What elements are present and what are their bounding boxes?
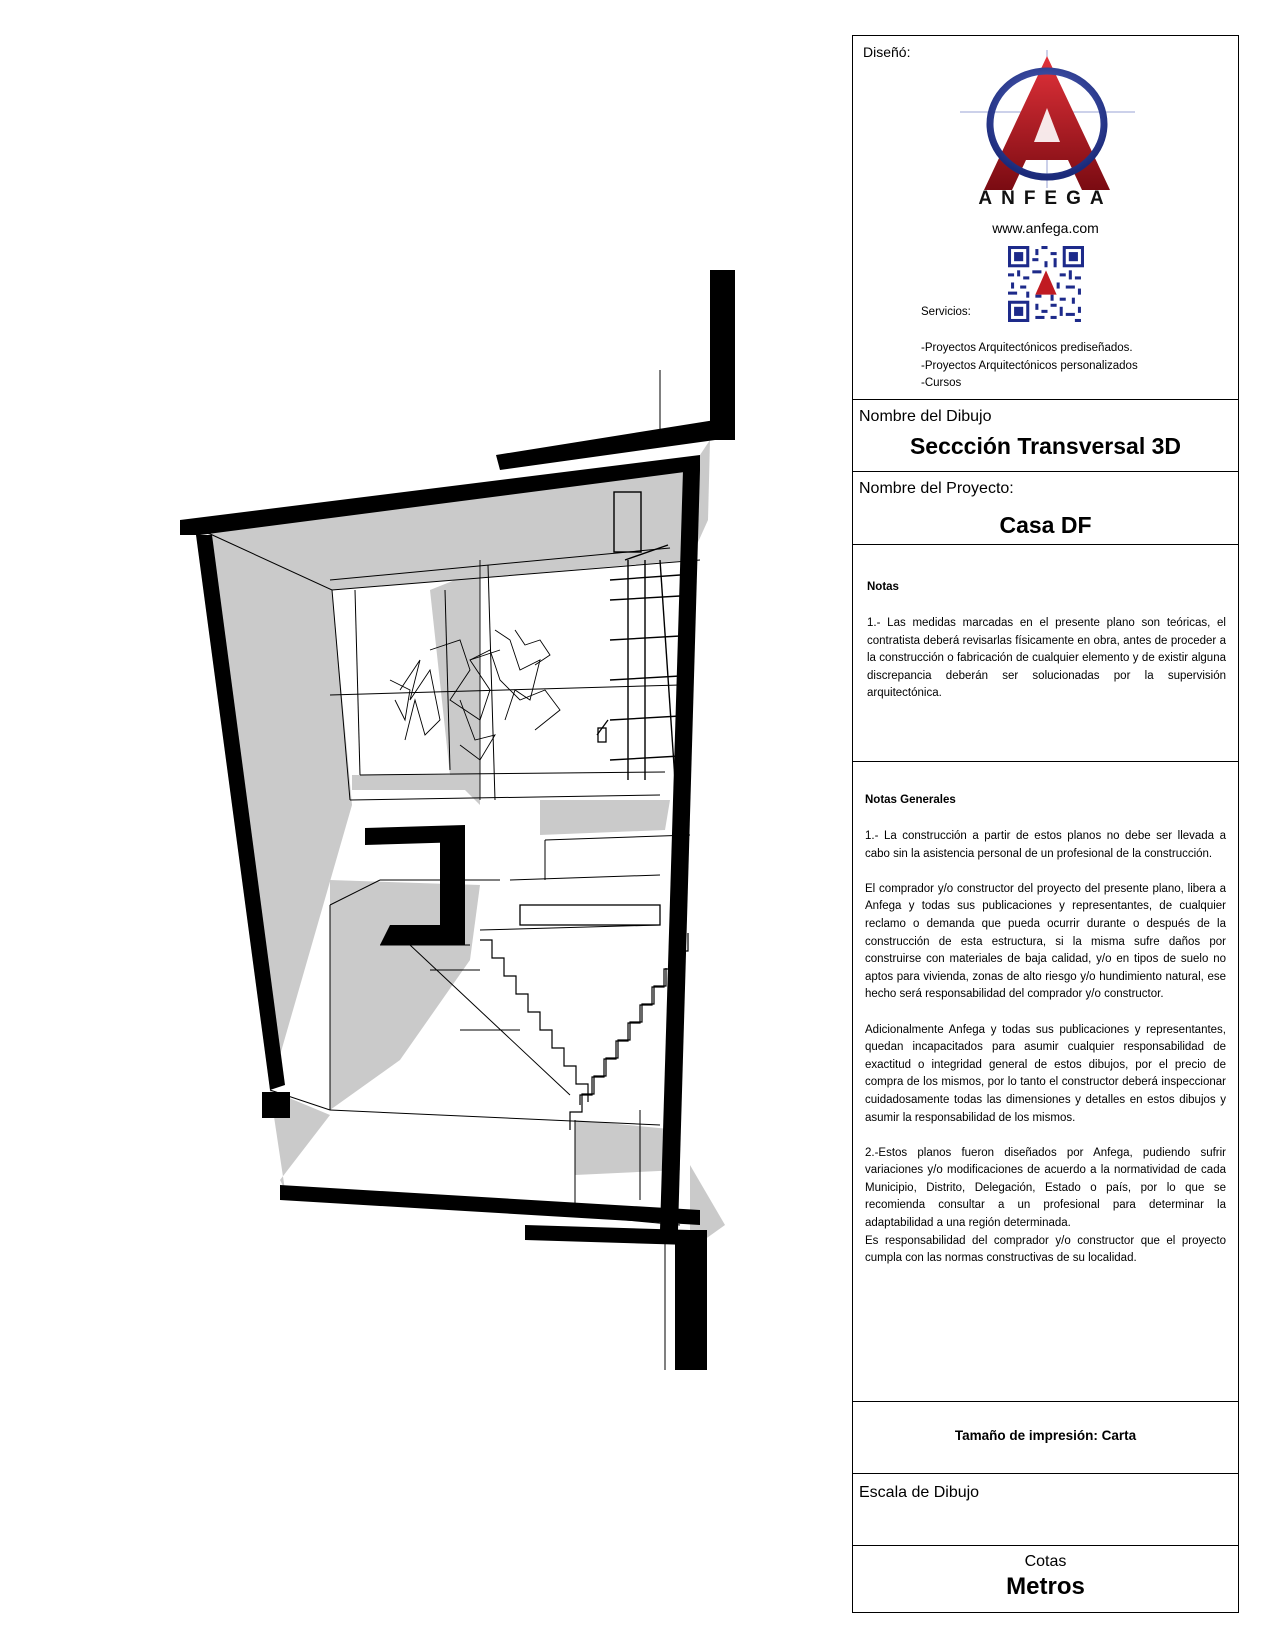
website-link[interactable]: www.anfega.com (992, 220, 1099, 236)
drawing-name: Seccción Transversal 3D (909, 433, 1182, 459)
project-name: Casa DF (999, 512, 1092, 538)
general-notes-section (853, 762, 1238, 1402)
notes-body (867, 615, 1226, 703)
drawing-name-section (853, 400, 1238, 472)
drawing-name-label: Nombre del Dibujo (859, 408, 992, 425)
design-section (853, 36, 1238, 400)
project-name-section (853, 472, 1238, 545)
scale-label: Escala de Dibujo (859, 1484, 980, 1501)
print-size-section (853, 1402, 1238, 1474)
units-value: Metros (1006, 1573, 1085, 1600)
design-label: Diseñó: (863, 44, 911, 60)
title-block (852, 35, 1239, 1613)
service-item: -Proyectos Arquitectónicos personalizados (921, 359, 1138, 372)
units-section (853, 1546, 1238, 1614)
general-note-paragraph: 2.-Estos planos fueron diseñados por Anfega, pudiendo sufrir variaciones y/o modificaciones de acuerdo a la normatividad de cada Municipio, Distrito, Delegación, Estado o país, por lo que se recomienda consultar a un profesional para determinar la adaptabilidad a una región determinada. (865, 1146, 1226, 1230)
anfega-logo-icon (960, 50, 1135, 200)
notes-section (853, 545, 1238, 762)
general-note-paragraph: 1.- La construcción a partir de estos planos no debe ser llevada a cabo sin la asistencia personal de un profesional de la construcción. (865, 830, 1226, 860)
services-list (921, 340, 1138, 393)
general-note-paragraph: Es responsabilidad del comprador y/o constructor que el proyecto cumpla con las normas constructivas de su localidad. (865, 1234, 1226, 1265)
project-name-label: Nombre del Proyecto: (859, 480, 1014, 497)
general-notes-title: Notas Generales (865, 794, 956, 806)
services-label: Servicios: (921, 306, 971, 318)
service-item: -Cursos (921, 377, 962, 389)
print-size: Tamaño de impresión: Carta (954, 1428, 1137, 1443)
scale-section (853, 1474, 1238, 1546)
units-label: Cotas (1024, 1553, 1067, 1570)
service-item: -Proyectos Arquitectónicos prediseñados. (921, 342, 1133, 354)
general-note-paragraph: El comprador y/o constructor del proyecto del presente plano, libera a Anfega y todas sus publicaciones y representantes, de cualquier reclamo o demanda que pueda ocurrir durante o después de la construcción de esta estructura, si la misma sufre daños por construirse con materiales de baja calidad, y/o en tipos de suelo no aptos para vivienda, zonas de alto riesgo y/o hundimiento natural, ese hecho será responsabilidad del comprador y/o constructor. (865, 882, 1226, 1001)
general-note-paragraph: Adicionalmente Anfega y todas sus publicaciones y representantes, quedan incapacitados para asumir cualquier responsabilidad de exactitud o integridad general de estos dibujos, por el precio de compra de los mismos, por lo tanto el constructor deberá inspeccionar cuidadosamente todas las dimensiones y detalles en estos dibujos y asumir la responsabilidad de los mismos. (865, 1023, 1226, 1124)
notes-title: Notas (867, 581, 899, 593)
note-paragraph: 1.- Las medidas marcadas en el presente plano son teóricas, el contratista deberá revisarlas físicamente en obra, antes de proceder a la construcción o fabricación de cualquier elemento y de existir alguna discrepancia deberán ser solucionadas por la supervisión arquitectónica. (867, 617, 1226, 700)
qr-code-icon (1008, 246, 1084, 322)
general-notes-body (865, 828, 1226, 1268)
brand-name: ANFEGA (978, 188, 1113, 209)
